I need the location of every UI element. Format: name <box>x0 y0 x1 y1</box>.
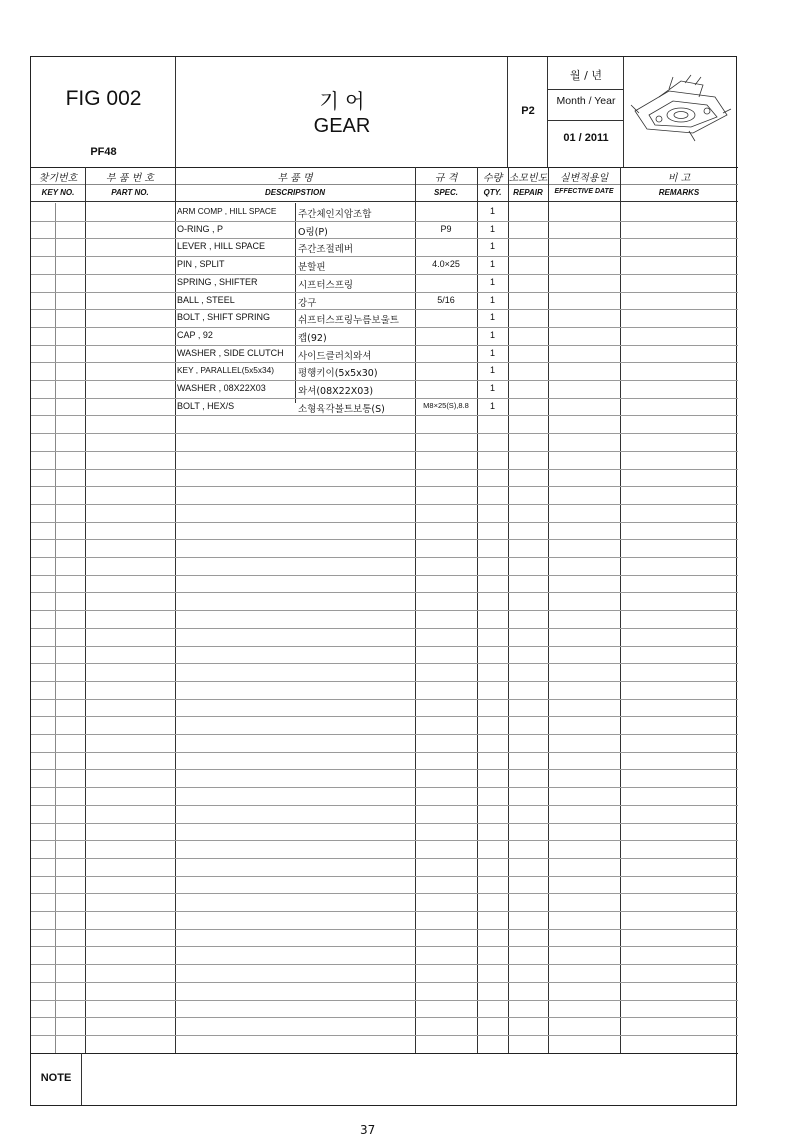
table-row <box>31 256 738 274</box>
table-rule <box>31 522 738 523</box>
table-rule <box>31 504 738 505</box>
qty-cell: 1 <box>489 223 495 234</box>
desc-en-cell: O-RING , P <box>177 223 224 234</box>
table-row <box>31 292 738 310</box>
table-rule <box>31 893 738 894</box>
page-number: 37 <box>360 1123 376 1137</box>
col-effective-ko: 실변적용일 <box>559 173 609 184</box>
table-row <box>31 203 738 221</box>
qty-cell: 1 <box>489 241 495 252</box>
col-desc-en: DESCRIPSTION <box>264 188 325 197</box>
table-rule <box>31 876 738 877</box>
title-korean: 기 어 <box>319 89 365 113</box>
table-rule <box>31 699 738 700</box>
table-rule <box>31 805 738 806</box>
col-repair-en: REPAIR <box>513 188 543 197</box>
table-rule <box>31 1035 738 1036</box>
table-row <box>31 398 738 416</box>
table-row <box>31 362 738 380</box>
qty-cell: 1 <box>489 400 495 411</box>
table-rule <box>31 486 738 487</box>
table-row <box>31 274 738 292</box>
table-rule <box>31 557 738 558</box>
desc-en-cell: WASHER , SIDE CLUTCH <box>177 347 284 358</box>
table-row <box>31 221 738 239</box>
page-code: P2 <box>521 105 535 117</box>
spec-cell: P9 <box>440 223 452 234</box>
table-rule <box>31 592 738 593</box>
table-rule <box>31 663 738 664</box>
month-year-value: 01 / 2011 <box>563 132 609 144</box>
col-qty-en: QTY. <box>483 188 502 197</box>
month-year-label-ko: 월 / 년 <box>570 69 602 82</box>
desc-en-cell: BALL , STEEL <box>177 294 235 305</box>
table-rule <box>31 964 738 965</box>
spec-cell: 4.0×25 <box>432 259 460 270</box>
col-key-no-ko: 찾기번호 <box>38 173 78 184</box>
table-rule <box>31 823 738 824</box>
table-rule <box>31 681 738 682</box>
gear-diagram-icon <box>629 71 733 143</box>
table-row <box>31 327 738 345</box>
desc-ko-cell: 와셔(08X22X03) <box>298 386 374 397</box>
table-rule <box>31 911 738 912</box>
table-row <box>31 309 738 327</box>
col-remarks-en: REMARKS <box>658 188 700 197</box>
qty-cell: 1 <box>489 347 495 358</box>
desc-ko-cell: 시프터스프링 <box>298 279 354 291</box>
table-rule <box>31 982 738 983</box>
desc-en-cell: CAP , 92 <box>177 329 213 340</box>
note-label: NOTE <box>40 1072 72 1084</box>
col-part-no-en: PART NO. <box>111 188 149 197</box>
table-rule <box>31 858 738 859</box>
spec-cell: 5/16 <box>437 294 455 305</box>
col-effective-en: EFFECTIVE DATE <box>554 188 614 195</box>
desc-en-cell: SPRING , SHIFTER <box>177 276 258 287</box>
desc-ko-cell: 캡(92) <box>298 332 327 344</box>
table-rule <box>31 610 738 611</box>
col-part-no-ko: 부 품 번 호 <box>105 173 155 184</box>
desc-ko-cell: 주간체인지암조합 <box>298 209 372 220</box>
table-rule <box>31 451 738 452</box>
qty-cell: 1 <box>489 276 495 287</box>
qty-cell: 1 <box>489 294 495 305</box>
table-rule <box>31 415 738 416</box>
table-rule <box>31 787 738 788</box>
desc-ko-cell: 평행키이(5x5x30) <box>298 368 378 380</box>
col-qty-ko: 수량 <box>482 173 503 184</box>
desc-en-cell: PIN , SPLIT <box>177 259 225 270</box>
table-rule <box>31 840 738 841</box>
table-rule <box>31 769 738 770</box>
desc-en-cell: KEY , PARALLEL(5x5x34) <box>177 365 275 376</box>
table-rule <box>31 1017 738 1018</box>
table-rule <box>31 752 738 753</box>
desc-ko-cell: O링(P) <box>298 226 328 238</box>
month-year-label-en: Month / Year <box>556 95 616 107</box>
table-rule <box>31 929 738 930</box>
desc-en-cell: ARM COMP , HILL SPACE <box>177 206 277 216</box>
desc-ko-cell: 쉬프터스프링누름보울트 <box>298 315 399 327</box>
table-rule <box>31 646 738 647</box>
table-rule <box>31 716 738 717</box>
col-desc-ko: 부 품 명 <box>277 173 313 184</box>
table-row <box>31 345 738 363</box>
parts-list-sheet <box>30 56 737 1106</box>
col-spec-ko: 규 격 <box>434 173 458 184</box>
col-spec-en: SPEC. <box>433 188 458 197</box>
table-rule <box>31 1000 738 1001</box>
title-english: GEAR <box>313 115 371 137</box>
table-rule <box>31 539 738 540</box>
col-key-no-en: KEY NO. <box>41 188 75 197</box>
desc-ko-cell: 강구 <box>298 297 317 309</box>
qty-cell: 1 <box>489 259 495 270</box>
desc-en-cell: WASHER , 08X22X03 <box>177 383 266 393</box>
col-remarks-ko: 비 고 <box>667 173 691 184</box>
desc-en-cell: LEVER , HILL SPACE <box>177 241 266 252</box>
table-rule <box>31 628 738 629</box>
desc-ko-cell: 소형육각볼트보통(S) <box>298 403 385 415</box>
qty-cell: 1 <box>489 206 495 216</box>
model-code: PF48 <box>90 146 117 158</box>
desc-ko-cell: 사이드클러치와셔 <box>298 350 372 362</box>
qty-cell: 1 <box>489 312 495 323</box>
table-rule <box>31 734 738 735</box>
col-repair-ko: 소모빈도 <box>508 173 548 184</box>
qty-cell: 1 <box>489 329 495 340</box>
table-rule <box>31 946 738 947</box>
qty-cell: 1 <box>489 365 495 376</box>
table-rule <box>31 433 738 434</box>
qty-cell: 1 <box>489 383 495 393</box>
desc-en-cell: BOLT , HEX/S <box>177 400 235 411</box>
table-rule <box>31 469 738 470</box>
desc-ko-cell: 분할핀 <box>298 262 326 274</box>
figure-label: FIG 002 <box>65 87 142 110</box>
table-row <box>31 238 738 256</box>
desc-en-cell: BOLT , SHIFT SPRING <box>177 312 271 323</box>
desc-ko-cell: 주간조절레버 <box>298 244 354 256</box>
spec-cell: M8×25(S),8.8 <box>423 400 469 410</box>
table-row <box>31 380 738 398</box>
table-rule <box>31 575 738 576</box>
